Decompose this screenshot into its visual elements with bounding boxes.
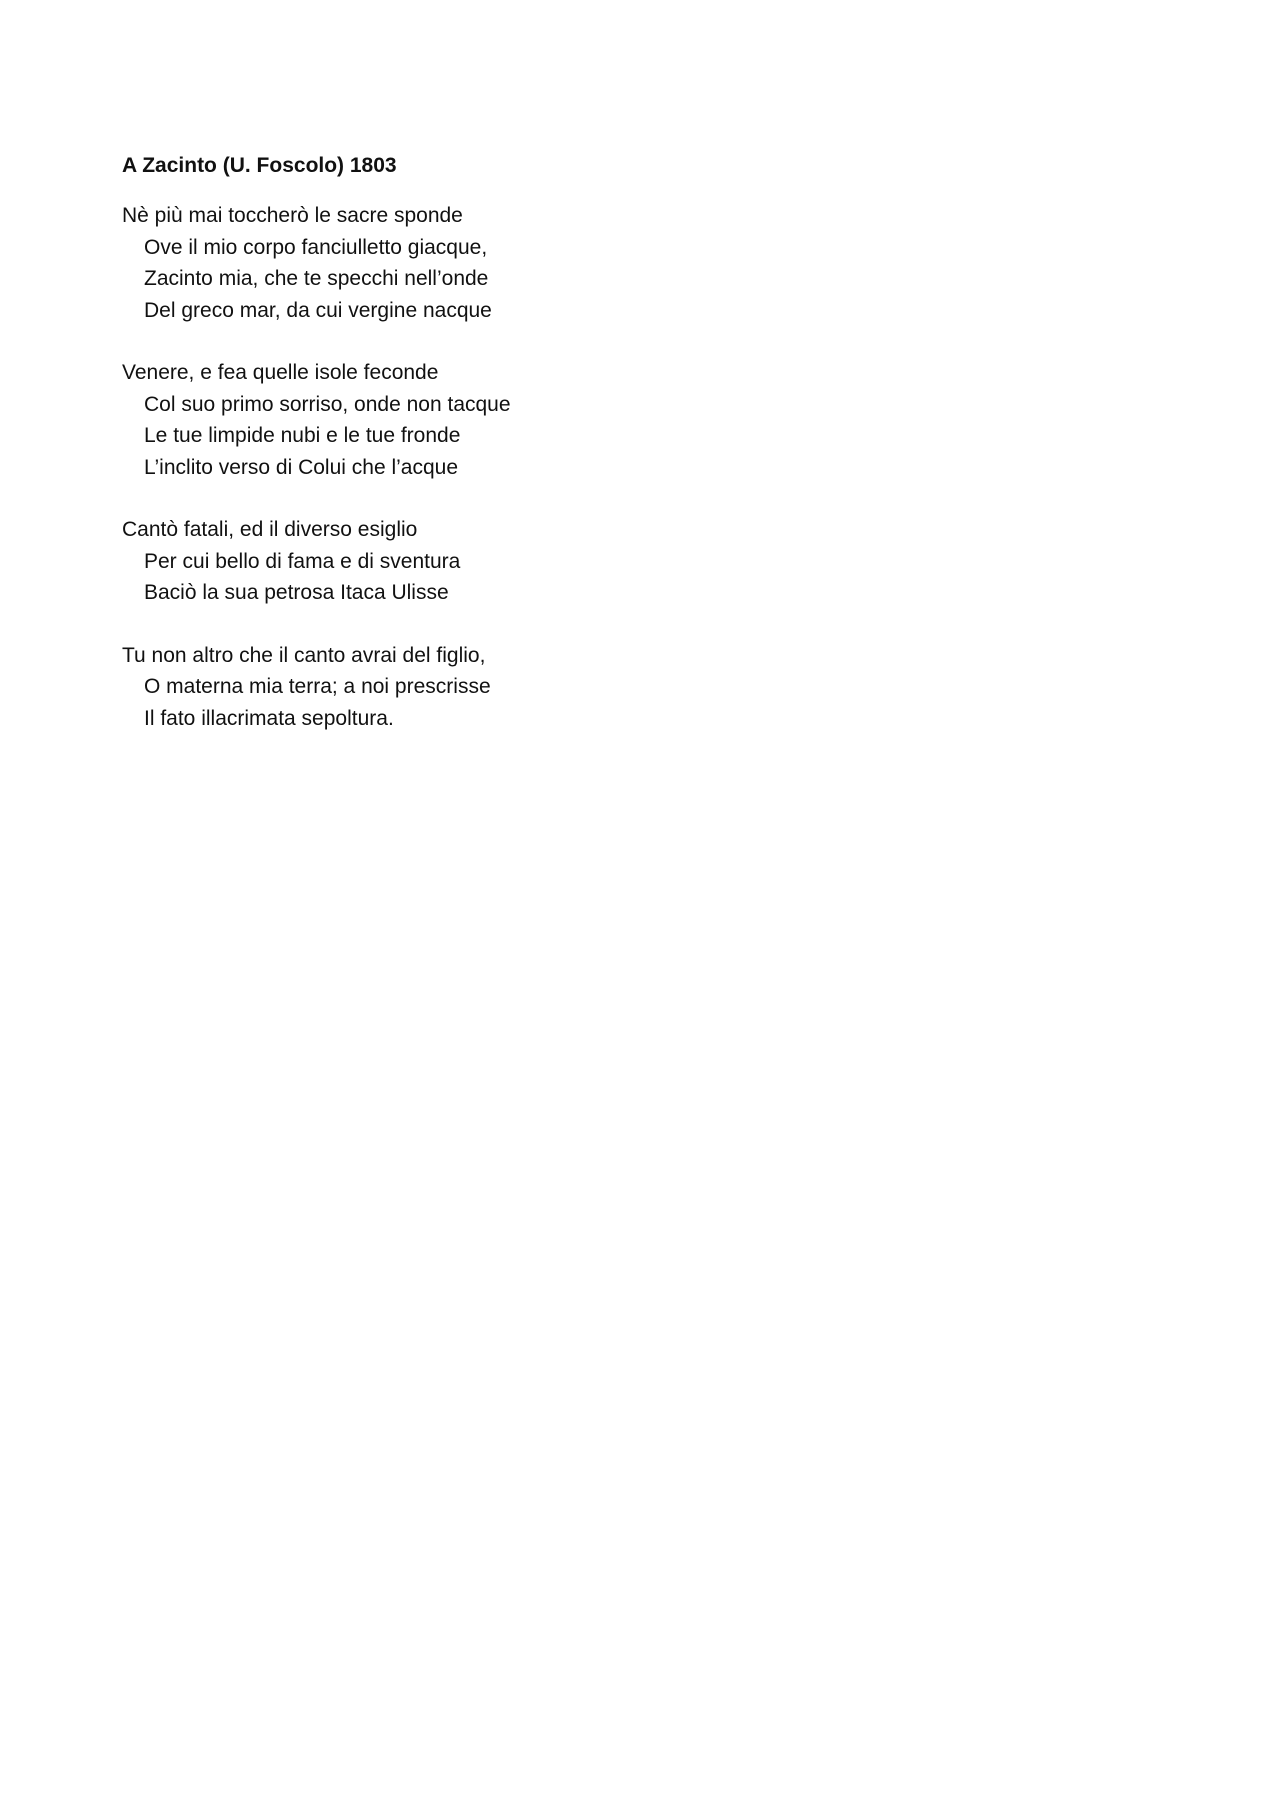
poem-line: Del greco mar, da cui vergine nacque xyxy=(144,298,492,322)
stanza-2 xyxy=(122,357,1022,483)
poem-line: Cantò fatali, ed il diverso esiglio xyxy=(122,518,418,541)
poem-line: Zacinto mia, che te specchi nell’onde xyxy=(144,267,489,290)
poem-line: Ove il mio corpo fanciulletto giacque, xyxy=(144,235,488,259)
poem-line: Il fato illacrimata sepoltura. xyxy=(144,706,394,730)
poem-line: Nè più mai toccherò le sacre sponde xyxy=(122,204,463,227)
stanza-3 xyxy=(122,514,1022,609)
poem xyxy=(122,152,1022,765)
stanza-4 xyxy=(122,640,1022,735)
poem-line: Baciò la sua petrosa Itaca Ulisse xyxy=(144,581,449,604)
poem-line: L’inclito verso di Colui che l’acque xyxy=(144,455,459,479)
stanza-1 xyxy=(122,200,1022,326)
poem-line: Tu non altro che il canto avrai del figlio, xyxy=(122,643,486,667)
poem-line: Per cui bello di fama e di sventura xyxy=(144,549,461,573)
poem-line: Le tue limpide nubi e le tue fronde xyxy=(144,424,461,447)
poem-line: Venere, e fea quelle isole feconde xyxy=(122,361,439,384)
poem-title: A Zacinto (U. Foscolo) 1803 xyxy=(122,154,397,177)
poem-line: Col suo primo sorriso, onde non tacque xyxy=(144,392,511,416)
poem-line: O materna mia terra; a noi prescrisse xyxy=(144,675,491,698)
